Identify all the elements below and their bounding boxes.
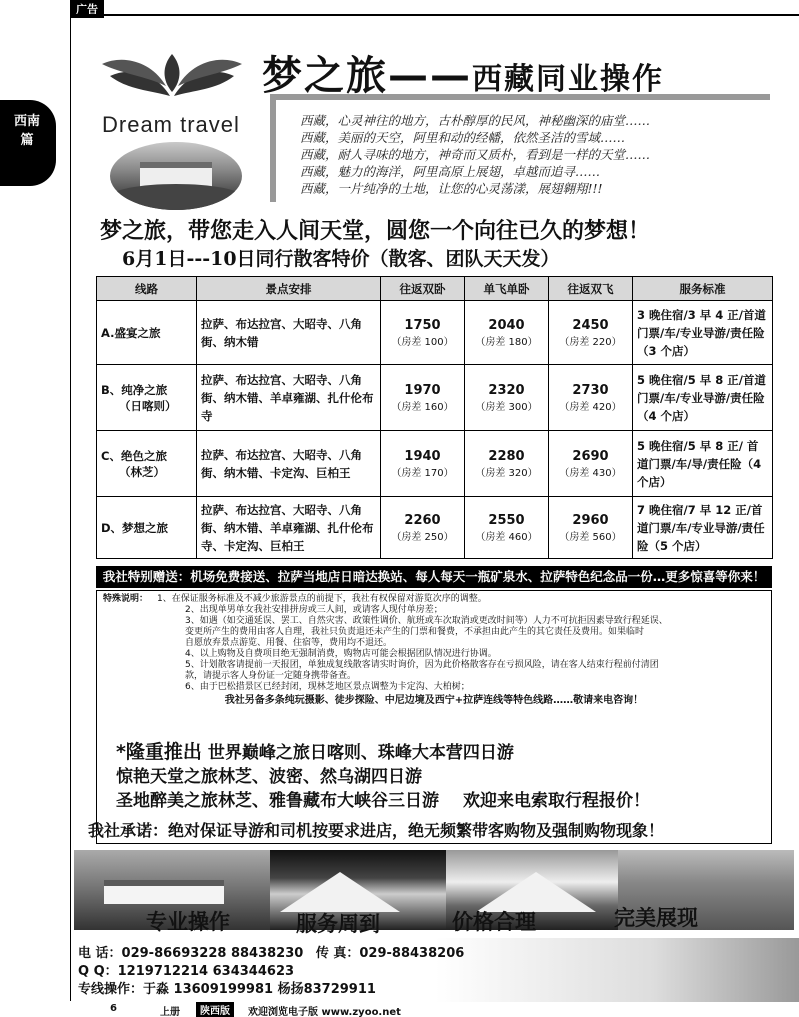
note-item: 2、出现单男单女我社安排拼房或三人间，或请客人现付单房差； bbox=[185, 605, 443, 615]
col-header: 往返双飞 bbox=[549, 277, 633, 301]
price-cell: 1750 （房差 100） bbox=[381, 301, 465, 365]
featured-tour: 惊艳天堂之旅林芝、波密、然乌湖四日游 bbox=[116, 767, 422, 787]
publication-badge: 陕西版 bbox=[196, 1002, 234, 1017]
featured-tag: *隆重推出 bbox=[116, 741, 202, 763]
gift-banner: 我社特别赠送：机场免费接送、拉萨当地店日暗达换站、每人每天一瓶矿泉水、拉萨特色纪念品一份…更多惊喜等你来！ bbox=[96, 566, 772, 588]
ad-title-main: 梦之旅—— bbox=[262, 53, 472, 99]
service-standard: 5 晚住宿/5 早 8 正/ 首道门票/车/导/责任险（4 个店） bbox=[633, 431, 773, 497]
route-spots: 拉萨、布达拉宫、大昭寺、八角街、纳木错、羊卓雍湖、扎什伦布寺、卡定沟、巨柏王 bbox=[197, 497, 381, 559]
section-tab bbox=[0, 100, 56, 186]
potala-palace-photo bbox=[110, 142, 242, 210]
table-row bbox=[97, 497, 773, 559]
price-cell: 2690 （房差 430） bbox=[549, 431, 633, 497]
fax-number: 029-88438206 bbox=[359, 946, 465, 961]
section-tab-label: 西南篇 bbox=[13, 114, 40, 148]
qq-number: 1219712214 634344623 bbox=[117, 964, 295, 979]
price-cell: 2280 （房差 320） bbox=[465, 431, 549, 497]
ad-header-bar bbox=[0, 0, 799, 16]
phone-number: 029-86693228 88438230 bbox=[121, 946, 304, 961]
note-item: 变更所产生的费用由客人自理，我社只负责退还未产生的门票和餐费，不承担由此产生的其它责任及费用。如果临时 bbox=[185, 627, 645, 637]
slogan-line: 西藏，心灵神往的地方，古朴醇厚的民风，神秘幽深的庙堂…… bbox=[300, 113, 651, 128]
website-link[interactable]: 欢迎浏览电子版 www.zyoo.net bbox=[248, 1007, 401, 1017]
quote-invite: 欢迎来电索取行程报价！ bbox=[463, 791, 650, 811]
table-row bbox=[97, 365, 773, 431]
feature-slogan: 价格合理 bbox=[452, 909, 536, 934]
route-name: C、绝色之旅 （林芝） bbox=[97, 431, 197, 497]
price-cell: 1970 （房差 160） bbox=[381, 365, 465, 431]
note-item: 自愿放弃景点游览、用餐、住宿等，费用均不退还。 bbox=[185, 638, 393, 648]
service-standard: 7 晚住宿/7 早 12 正/首道门票/车/专业导游/责任险（5 个店） bbox=[633, 497, 773, 559]
service-standard: 3 晚住宿/3 早 4 正/首道门票/车/专业导游/责任险（3 个店） bbox=[633, 301, 773, 365]
table-header-row bbox=[97, 277, 773, 301]
featured-tour: 世界巅峰之旅日喀则、珠峰大本营四日游 bbox=[207, 743, 514, 763]
route-name: D、梦想之旅 bbox=[97, 497, 197, 559]
route-spots: 拉萨、布达拉宫、大昭寺、八角街、纳木错 bbox=[197, 301, 381, 365]
headline: 梦之旅，带您走入人间天堂，圆您一个向往已久的梦想！ bbox=[100, 219, 651, 244]
route-name: B、纯净之旅 （日喀则） bbox=[97, 365, 197, 431]
contact-qq-row: Q Q：1219712214 634344623 bbox=[78, 964, 295, 979]
col-header: 线路 bbox=[97, 277, 197, 301]
featured-tours bbox=[116, 740, 650, 813]
left-rule bbox=[70, 16, 71, 1001]
routes-table bbox=[96, 276, 773, 559]
ad-header bbox=[72, 16, 799, 212]
dream-travel-logo-icon bbox=[102, 46, 242, 106]
feature-slogan: 完美展现 bbox=[614, 905, 698, 930]
table-row bbox=[97, 301, 773, 365]
notes-label: 特殊说明： bbox=[103, 594, 149, 604]
price-cell: 2320 （房差 300） bbox=[465, 365, 549, 431]
col-header: 单飞单卧 bbox=[465, 277, 549, 301]
service-standard: 5 晚住宿/5 早 8 正/首道门票/车/专业导游/责任险（4 个店） bbox=[633, 365, 773, 431]
slogan-list bbox=[300, 112, 760, 197]
table-row bbox=[97, 431, 773, 497]
price-cell: 2960 （房差 560） bbox=[549, 497, 633, 559]
contact-hotline-row: 专线操作：于淼 13609199981 杨扬83729911 bbox=[78, 982, 376, 997]
ad-title-sub: 西藏同业操作 bbox=[472, 62, 664, 97]
contact-phone-row: 电 话：029-86693228 88438230 传 真：029-88438206 bbox=[78, 946, 465, 961]
note-item: 款，请提示客人身份证一定随身携带备查。 bbox=[185, 671, 357, 681]
price-cell: 2730 （房差 420） bbox=[549, 365, 633, 431]
featured-tour: 圣地醉美之旅林芝、雅鲁藏布大峡谷三日游 bbox=[116, 791, 439, 811]
hotline-number: 于淼 13609199981 杨扬83729911 bbox=[143, 982, 376, 997]
price-cell: 2550 （房差 460） bbox=[465, 497, 549, 559]
price-cell: 2040 （房差 180） bbox=[465, 301, 549, 365]
contact-block bbox=[72, 938, 799, 1002]
price-cell: 1940 （房差 170） bbox=[381, 431, 465, 497]
route-spots: 拉萨、布达拉宫、大昭寺、八角街、纳木错、羊卓雍湖、扎什伦布寺 bbox=[197, 365, 381, 431]
note-item: 6、由于巴松措景区已经封闭，现林芝地区景点调整为卡定沟、大柏树； bbox=[185, 682, 470, 692]
col-header: 景点安排 bbox=[197, 277, 381, 301]
feature-slogan: 服务周到 bbox=[296, 911, 380, 936]
slogan-line: 西藏，耐人寻味的地方，神奇而又质朴，看到是一样的天堂…… bbox=[300, 147, 651, 162]
slogan-line: 西藏，美丽的天空，阿里和动的经幡，依然圣洁的雪域…… bbox=[300, 130, 626, 145]
slogan-line: 西藏，一片纯净的土地，让您的心灵荡漾，展翅翱翔!!! bbox=[300, 181, 603, 196]
price-cell: 2260 （房差 250） bbox=[381, 497, 465, 559]
logo-text: Dream travel bbox=[102, 112, 240, 137]
promo-period: 6月1日---10日同行散客特价（散客、团队天天发） bbox=[122, 248, 560, 270]
company-promise: 我社承诺：绝对保证导游和司机按要求进店，绝无频繁带客购物及强制购物现象！ bbox=[88, 821, 665, 840]
note-special-routes: 我社另备多条纯玩摄影、徒步探险、中尼边境及西宁+拉萨连线等特色线路……敬请来电咨询！ bbox=[224, 695, 644, 706]
price-cell: 2450 （房差 220） bbox=[549, 301, 633, 365]
note-item: 1、在保证服务标准及不减少旅游景点的前提下，我社有权保留对游览次序的调整。 bbox=[157, 594, 487, 604]
note-item: 4、以上购物及自费项目绝无强制消费，购物店可能会根据团队情况进行协调。 bbox=[185, 649, 497, 659]
route-name: A.盛宴之旅 bbox=[97, 301, 197, 365]
col-header: 往返双卧 bbox=[381, 277, 465, 301]
note-item: 5、计划散客请提前一天报团，单独成复线散客请实时询价，因为此价格散客存在亏损风险，请在客人结束行程前付清团 bbox=[185, 660, 659, 670]
note-item: 3、如遇（如交通延误、罢工、自然灾害、政策性调价、航班或车次取消或更改时间等）人力不可抗拒因素导致行程延误、 bbox=[185, 616, 668, 626]
feature-slogan: 专业操作 bbox=[146, 909, 230, 934]
slogan-line: 西藏，魅力的海洋，阿里高原上展翅，卓越而追寻…… bbox=[300, 164, 601, 179]
ad-tag: 广告 bbox=[70, 0, 104, 18]
feature-slogans bbox=[74, 902, 794, 936]
page-footer bbox=[110, 1003, 710, 1017]
ad-title bbox=[262, 44, 664, 101]
volume-label: 上册 bbox=[160, 1007, 180, 1017]
col-header: 服务标准 bbox=[633, 277, 773, 301]
page-number: 6 bbox=[110, 1003, 117, 1014]
route-spots: 拉萨、布达拉宫、大昭寺、八角街、纳木错、卡定沟、巨柏王 bbox=[197, 431, 381, 497]
